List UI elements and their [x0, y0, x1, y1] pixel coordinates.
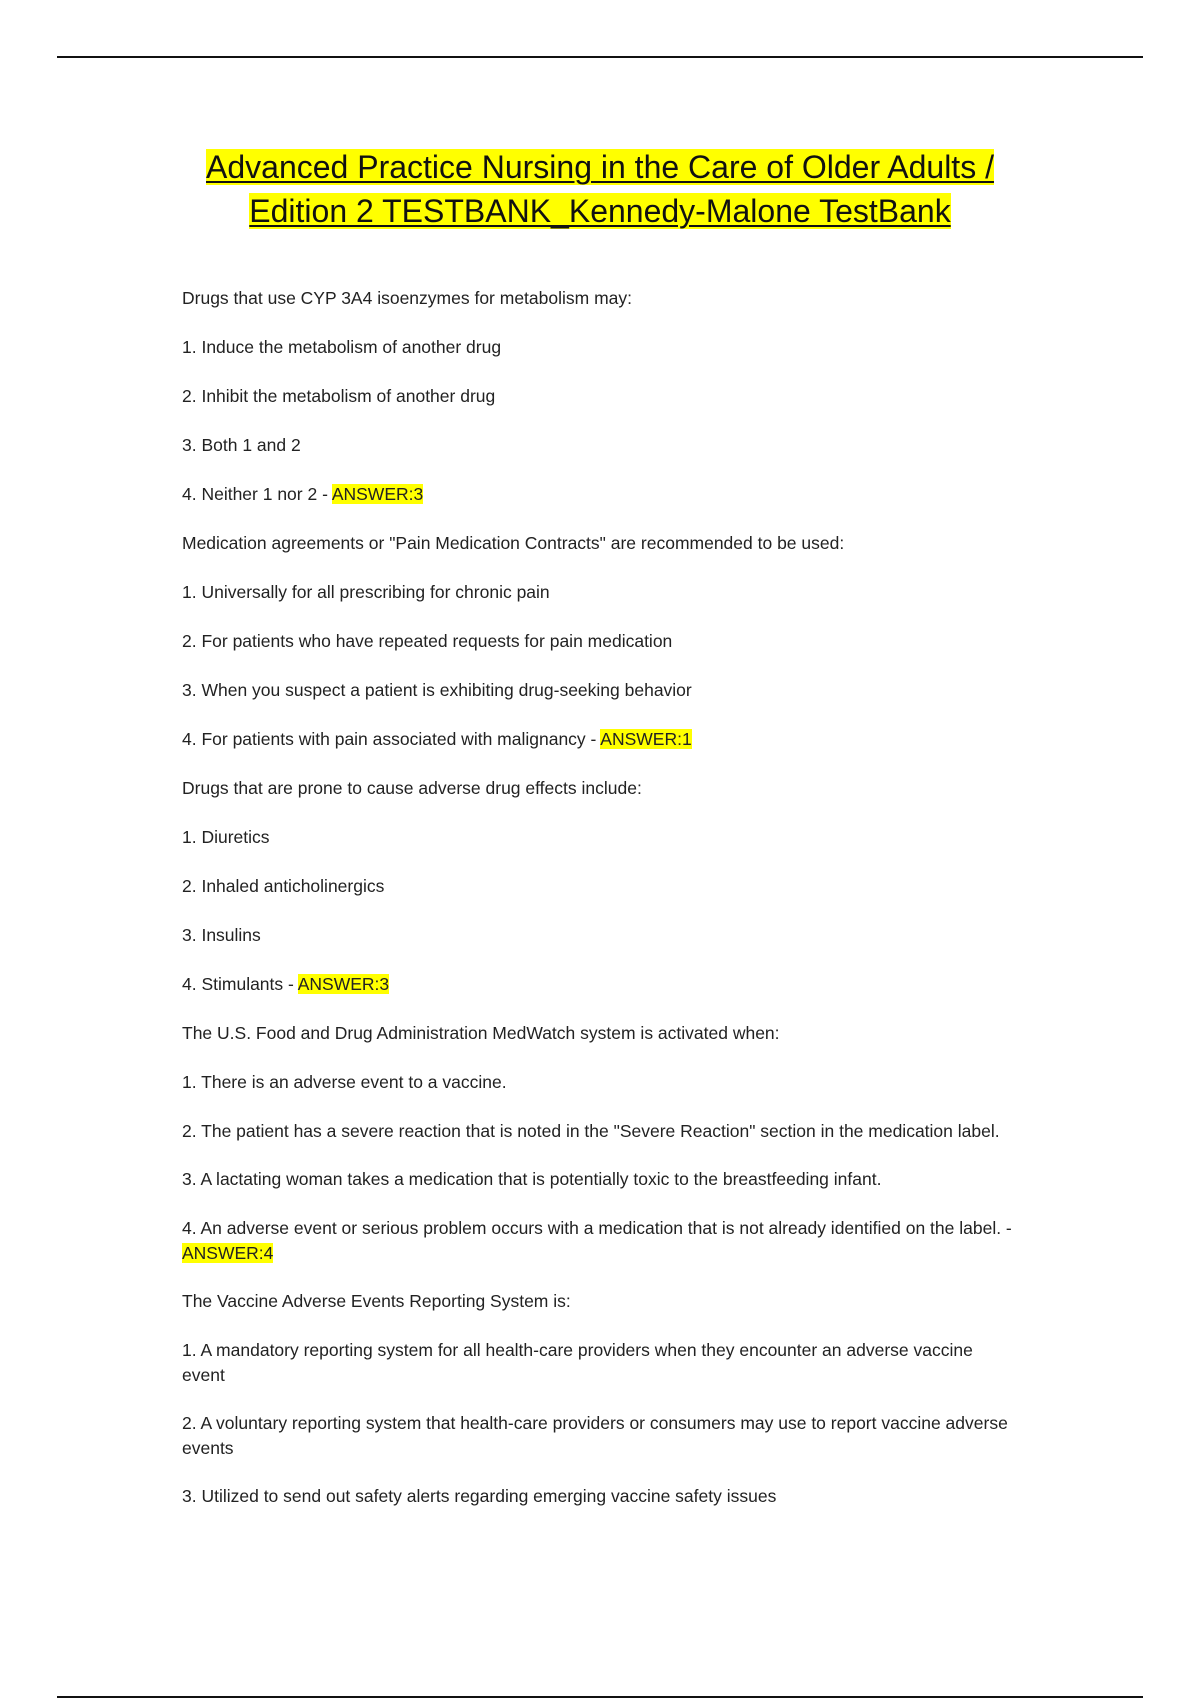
header-rule [57, 56, 1143, 58]
title-line-1: Advanced Practice Nursing in the Care of Older Adults / [206, 149, 994, 185]
answer-option: 3. Both 1 and 2 [182, 435, 301, 455]
answer-option: 3. Insulins [182, 925, 261, 945]
question-list [182, 286, 1017, 1533]
answer-option [182, 972, 1017, 997]
answer-option: 1. A mandatory reporting system for all health-care providers when they encounter an adverse vaccine event [182, 1340, 973, 1385]
question-stem: Drugs that are prone to cause adverse drug effects include: [182, 778, 642, 798]
title-line-2: Edition 2 TESTBANK_Kennedy-Malone TestBank [249, 193, 951, 229]
answer-option: 1. Induce the metabolism of another drug [182, 337, 502, 357]
question-stem: Medication agreements or "Pain Medication Contracts" are recommended to be used: [182, 533, 845, 553]
answer-option: 3. When you suspect a patient is exhibiting drug-seeking behavior [182, 680, 692, 700]
answer-option: 1. Diuretics [182, 827, 270, 847]
answer-option: 2. The patient has a severe reaction that is noted in the "Severe Reaction" section in the medication label. [182, 1121, 1000, 1141]
answer-key: ANSWER:3 [331, 484, 424, 504]
answer-option-text: 4. Neither 1 nor 2 - [182, 484, 332, 504]
question-stem: The U.S. Food and Drug Administration MedWatch system is activated when: [182, 1023, 780, 1043]
question-stem: The Vaccine Adverse Events Reporting System is: [182, 1291, 571, 1311]
answer-key: ANSWER:1 [600, 729, 692, 749]
answer-option [182, 482, 1017, 507]
answer-option [182, 727, 1017, 752]
answer-key: ANSWER:3 [297, 974, 390, 994]
answer-option: 1. There is an adverse event to a vaccine. [182, 1072, 507, 1092]
answer-option: 1. Universally for all prescribing for chronic pain [182, 582, 550, 602]
answer-option-text: 4. Stimulants - [182, 974, 298, 994]
answer-option-text: 4. An adverse event or serious problem occurs with a medication that is not already identified on the label. - [182, 1218, 1012, 1238]
answer-key: ANSWER:4 [182, 1243, 274, 1263]
answer-option: 2. For patients who have repeated requests for pain medication [182, 631, 673, 651]
answer-option: 2. Inhaled anticholinergics [182, 876, 385, 896]
answer-option: 3. Utilized to send out safety alerts regarding emerging vaccine safety issues [182, 1486, 777, 1506]
footer-rule [57, 1696, 1143, 1698]
answer-option: 2. A voluntary reporting system that health-care providers or consumers may use to report vaccine adverse events [182, 1413, 1008, 1458]
answer-option: 3. A lactating woman takes a medication that is potentially toxic to the breastfeeding infant. [182, 1169, 882, 1189]
answer-option [182, 1216, 1017, 1266]
answer-option-text: 4. For patients with pain associated with malignancy - [182, 729, 601, 749]
document-title [100, 145, 1100, 233]
answer-option: 2. Inhibit the metabolism of another drug [182, 386, 496, 406]
question-stem: Drugs that use CYP 3A4 isoenzymes for metabolism may: [182, 288, 633, 308]
